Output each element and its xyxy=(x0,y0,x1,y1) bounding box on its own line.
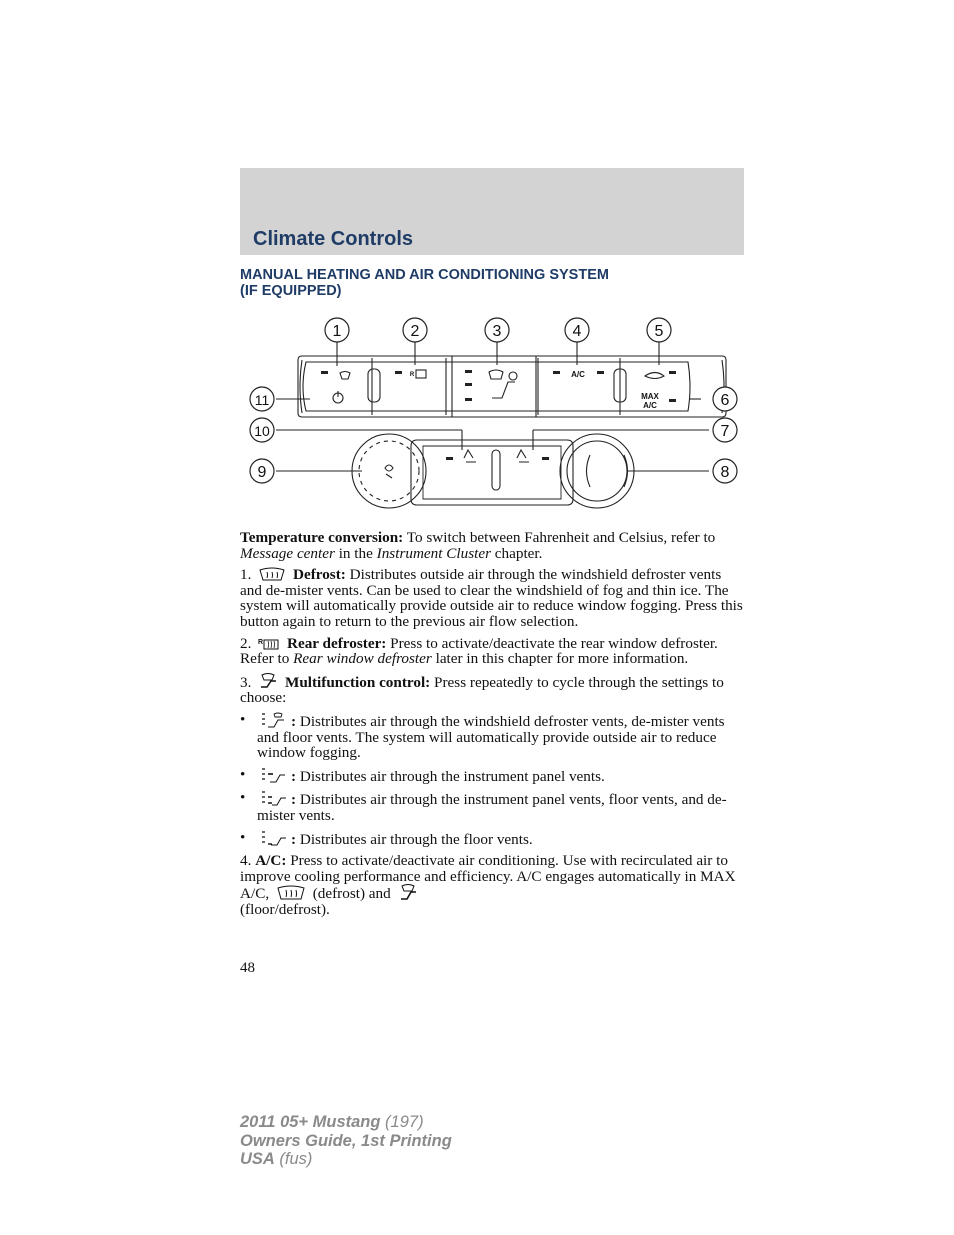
list-item: • : Distributes air through the floor vents. xyxy=(240,828,533,848)
floor-mode-icon xyxy=(260,830,288,847)
item-defrost: 1. Defrost: Distributes outside air through the windshield defroster vents and de-mister vents. Can be used to clear the windshield of fog and thin ice. The system will automatically provide outside air to reduce window fogging. Press this button again to return to the previous air flow selection. xyxy=(240,566,743,630)
max-ac-label-line-2: A/C xyxy=(643,401,657,410)
ac-button-label: A/C xyxy=(571,370,585,379)
list-item: • : Distributes air through the windshield defroster vents, de-mister vents and floor vents. The system will automatically provide outside air to reduce window fogging. xyxy=(240,710,725,762)
windshield-defrost-icon xyxy=(258,567,286,582)
callout-8: 8 xyxy=(720,464,730,481)
callout-5: 5 xyxy=(654,323,664,340)
max-ac-label-line-1: MAX xyxy=(641,392,659,401)
callout-2: 2 xyxy=(410,323,420,340)
floor-defrost-icon xyxy=(398,884,418,901)
list-item: • : Distributes air through the instrument panel vents, floor vents, and de-mister vents. xyxy=(240,789,727,824)
climate-control-panel-diagram xyxy=(240,310,744,520)
item-multifunction-control: 3. Multifunction control: Press repeatedly to cycle through the settings to choose: xyxy=(240,673,724,707)
callout-11: 11 xyxy=(254,392,270,408)
callout-1: 1 xyxy=(332,323,342,340)
rear-defrost-icon xyxy=(258,637,280,651)
panel-mode-icon xyxy=(260,767,288,784)
airflow-modes-list xyxy=(240,712,744,847)
page-number: 48 xyxy=(240,960,255,976)
callout-4: 4 xyxy=(572,323,582,340)
section-title xyxy=(240,268,744,299)
callout-3: 3 xyxy=(492,323,502,340)
callout-9: 9 xyxy=(257,464,267,481)
footer xyxy=(240,1113,452,1169)
floor-defrost-mode-icon xyxy=(260,712,288,729)
svg-text:R: R xyxy=(258,638,264,646)
footer-line-1: 2011 05+ Mustang (197) xyxy=(240,1113,424,1131)
footer-line-3: USA (fus) xyxy=(240,1150,313,1168)
footer-line-2: Owners Guide, 1st Printing xyxy=(240,1131,452,1150)
chapter-title: Climate Controls xyxy=(253,228,414,250)
item-ac: 4. A/C: Press to activate/deactivate air conditioning. Use with recirculated air to improve cooling performance and efficiency. A/C engages automatically in MAX A/C, (defrost) and (floor/defrost). xyxy=(240,852,736,918)
body-text xyxy=(240,530,744,923)
rear-defrost-r-label: R xyxy=(409,372,415,378)
callout-10: 10 xyxy=(254,423,270,439)
item-rear-defroster: 2. R Rear defroster: Press to activate/deactivate the rear window defroster. Refer to Rear window defroster later in this chapter for more information. xyxy=(240,634,718,668)
section-title-line-2: (IF EQUIPPED) xyxy=(240,282,342,299)
callout-7: 7 xyxy=(720,423,730,440)
section-title-line-1: MANUAL HEATING AND AIR CONDITIONING SYSTEM xyxy=(240,267,609,283)
multifunction-icon xyxy=(258,673,278,690)
panel-floor-mode-icon xyxy=(260,790,288,807)
chapter-header-band xyxy=(240,168,744,255)
temperature-conversion-paragraph: Temperature conversion: To switch between Fahrenheit and Celsius, refer to Message center in the Instrument Cluster chapter. xyxy=(240,529,716,562)
list-item: • : Distributes air through the instrument panel vents. xyxy=(240,765,605,785)
defrost-icon xyxy=(276,885,306,901)
callout-6: 6 xyxy=(720,392,730,409)
